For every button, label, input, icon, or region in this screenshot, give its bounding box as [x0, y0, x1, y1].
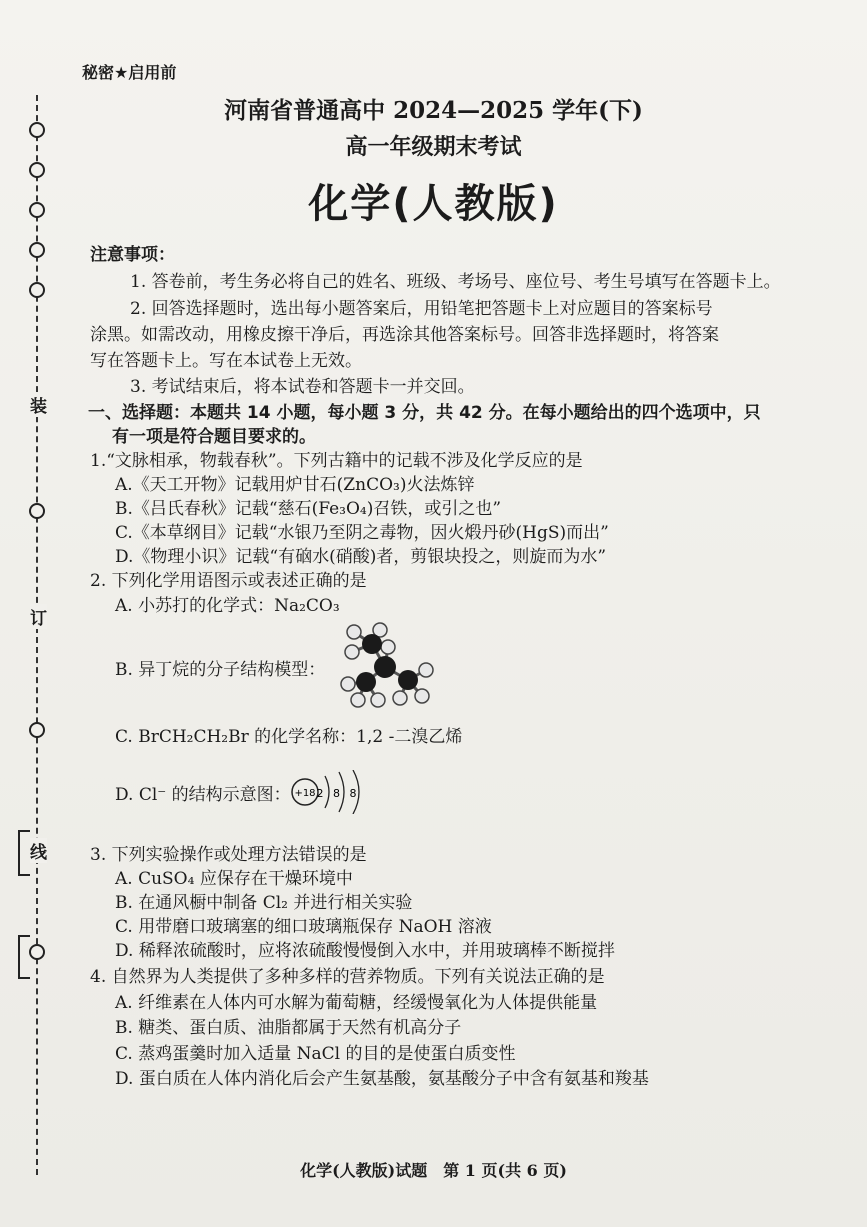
question-4-option-d: D. 蛋白质在人体内消化后会产生氨基酸，氨基酸分子中含有氨基和羧基: [115, 1069, 649, 1089]
question-1-stem: 1.“文脉相承，物载春秋”。下列古籍中的记载不涉及化学反应的是: [90, 451, 583, 471]
page-footer: 化学(人教版)试题 第 1 页(共 6 页): [300, 1161, 567, 1180]
notice-item-1: 1. 答卷前，考生务必将自己的姓名、班级、考场号、座位号、考生号填写在答题卡上。: [130, 272, 781, 292]
binding-bracket: [18, 935, 30, 979]
binding-hole-icon: [29, 944, 45, 960]
question-1-option-c: C.《本草纲目》记载“水银乃至阴之毒物，因火煅丹砂(HgS)而出”: [115, 523, 609, 543]
section-heading-cont: 有一项是符合题目要求的。: [112, 427, 316, 447]
binding-hole-icon: [29, 722, 45, 738]
chloride-ion-structure-diagram-icon: [285, 770, 375, 814]
question-3-option-d: D. 稀释浓硫酸时，应将浓硫酸慢慢倒入水中，并用玻璃棒不断搅拌: [115, 941, 615, 961]
binding-hole-icon: [29, 503, 45, 519]
question-4-option-a: A. 纤维素在人体内可水解为葡萄糖，经缓慢氧化为人体提供能量: [115, 993, 598, 1013]
electron-shells: 2 8 8: [316, 787, 360, 800]
notice-item-2-cont: 写在答题卡上。写在本试卷上无效。: [90, 351, 362, 371]
binding-hole-icon: [29, 282, 45, 298]
question-2-option-d: D. Cl⁻ 的结构示意图：: [115, 785, 291, 805]
question-3-stem: 3. 下列实验操作或处理方法错误的是: [90, 845, 367, 865]
notice-item-2: 2. 回答选择题时，选出每小题答案后，用铅笔把答题卡上对应题目的答案标号: [130, 299, 713, 319]
question-3-option-b: B. 在通风橱中制备 Cl₂ 并进行相关实验: [115, 893, 413, 913]
binding-label-zhuang: 装: [30, 392, 47, 417]
confidential-label: 秘密★启用前: [82, 63, 177, 82]
isobutane-ball-stick-model-icon: [330, 622, 450, 712]
question-1-option-b: B.《吕氏春秋》记载“慈石(Fe₃O₄)召铁，或引之也”: [115, 499, 502, 519]
question-3-option-c: C. 用带磨口玻璃塞的细口玻璃瓶保存 NaOH 溶液: [115, 917, 492, 937]
question-1-option-d: D.《物理小识》记载“有硇水(硝酸)者，剪银块投之，则旋而为水”: [115, 547, 607, 567]
notice-item-3: 3. 考试结束后，将本试卷和答题卡一并交回。: [130, 377, 475, 397]
question-4-option-b: B. 糖类、蛋白质、油脂都属于天然有机高分子: [115, 1018, 462, 1038]
binding-label-ding: 订: [30, 604, 47, 629]
question-2-option-a: A. 小苏打的化学式：Na₂CO₃: [115, 596, 340, 616]
section-heading: 一、选择题：本题共 14 小题，每小题 3 分，共 42 分。在每小题给出的四个选项中，只: [88, 403, 761, 423]
question-2-option-b: B. 异丁烷的分子结构模型：: [115, 660, 326, 680]
binding-bracket: [18, 830, 30, 876]
question-3-option-a: A. CuSO₄ 应保存在干燥环境中: [115, 869, 353, 889]
exam-title-line2: 高一年级期末考试: [345, 134, 522, 160]
question-2-stem: 2. 下列化学用语图示或表述正确的是: [90, 571, 367, 591]
binding-hole-icon: [29, 242, 45, 258]
nucleus-charge: +18: [294, 788, 316, 799]
notice-heading: 注意事项：: [90, 245, 175, 265]
question-4-option-c: C. 蒸鸡蛋羹时加入适量 NaCl 的目的是使蛋白质变性: [115, 1044, 516, 1064]
notice-item-2-cont: 涂黑。如需改动，用橡皮擦干净后，再选涂其他答案标号。回答非选择题时，将答案: [90, 325, 719, 345]
exam-subject: 化学(人教版): [308, 181, 559, 227]
binding-label-xian: 线: [30, 838, 47, 863]
question-2-option-c: C. BrCH₂CH₂Br 的化学名称：1,2 -二溴乙烯: [115, 727, 463, 747]
question-4-stem: 4. 自然界为人类提供了多种多样的营养物质。下列有关说法正确的是: [90, 967, 605, 987]
question-1-option-a: A.《天工开物》记载用炉甘石(ZnCO₃)火法炼锌: [115, 475, 475, 495]
exam-title-line1: 河南省普通高中 2024—2025 学年(下): [224, 97, 643, 124]
